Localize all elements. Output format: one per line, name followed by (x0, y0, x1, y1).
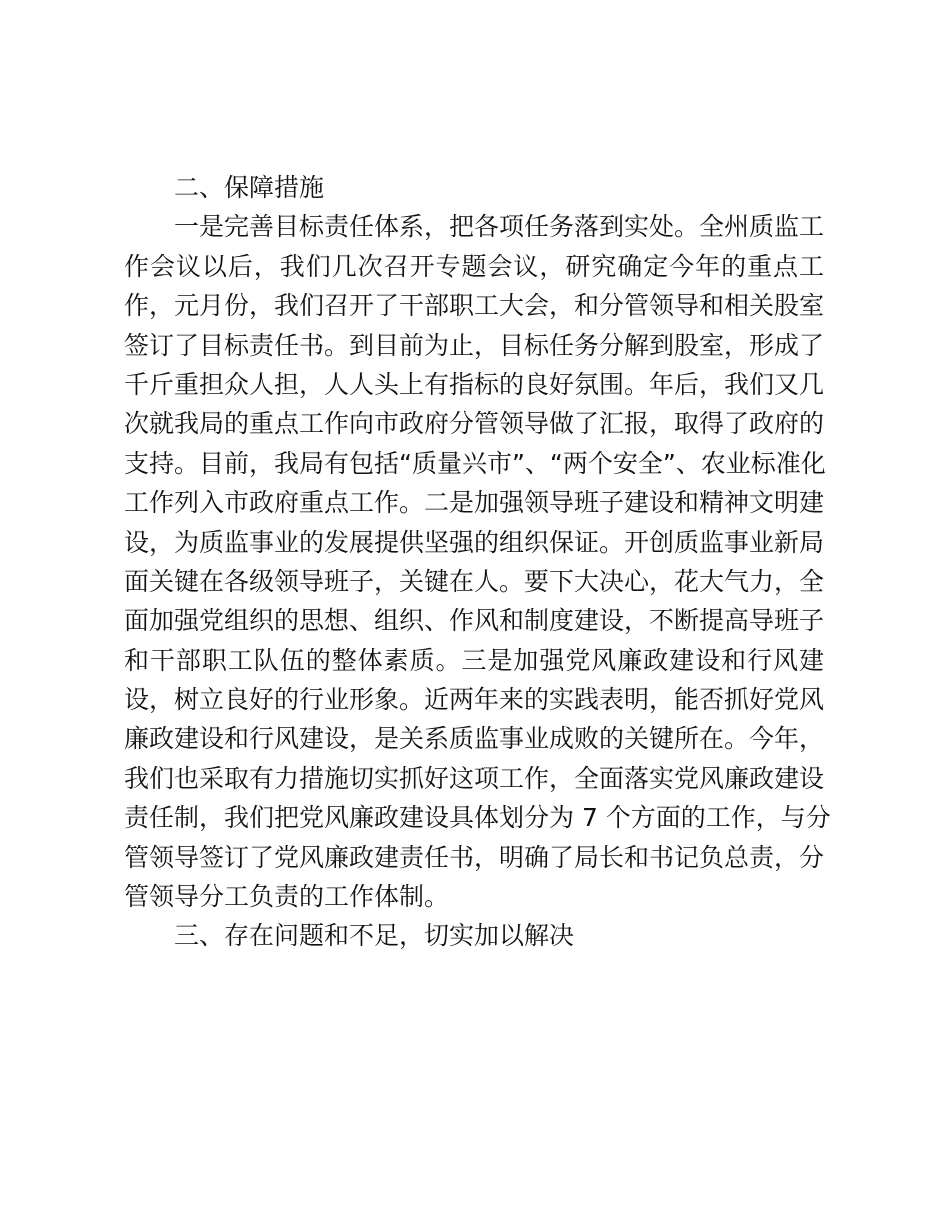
paragraph-line: 次就我局的重点工作向市政府分管领导做了汇报，取得了政府的 (124, 409, 825, 439)
paragraph-line: 设，为质监事业的发展提供坚强的组织保证。开创质监事业新局 (124, 527, 825, 557)
paragraph-line: 面加强党组织的思想、组织、作风和制度建设，不断提高导班子 (124, 606, 825, 636)
paragraph-line: 签订了目标责任书。到目前为止，目标任务分解到股室，形成了 (124, 330, 825, 360)
paragraph-line: 责任制，我们把党风廉政建设具体划分为 7 个方面的工作，与分 (124, 803, 831, 833)
paragraph-line: 管领导签订了党风廉政建责任书，明确了局长和书记负总责，分 (124, 842, 825, 872)
document-body (124, 168, 831, 956)
paragraph-line: 设，树立良好的行业形象。近两年来的实践表明，能否抓好党风 (124, 685, 825, 715)
section-heading: 三、存在问题和不足，切实加以解决 (174, 921, 575, 951)
paragraph-line: 作会议以后，我们几次召开专题会议，研究确定今年的重点工 (124, 251, 824, 281)
paragraph-line: 作，元月份，我们召开了干部职工大会，和分管领导和相关股室 (124, 291, 825, 321)
paragraph-line: 我们也采取有力措施切实抓好这项工作，全面落实党风廉政建设 (124, 763, 825, 793)
paragraph-line: 和干部职工队伍的整体素质。三是加强党风廉政建设和行风建 (124, 645, 824, 675)
paragraph-line: 廉政建设和行风建设，是关系质监事业成败的关键所在。今年， (124, 724, 825, 754)
paragraph-line: 面关键在各级领导班子，关键在人。要下大决心，花大气力，全 (124, 566, 825, 596)
paragraph-line: 千斤重担众人担，人人头上有指标的良好氛围。年后，我们又几 (124, 369, 825, 399)
paragraph-line: 支持。目前，我局有包括“质量兴市”、“两个安全”、农业标准化 (124, 448, 826, 478)
section-heading: 二、保障措施 (174, 173, 325, 202)
paragraph-line: 管领导分工负责的工作体制。 (124, 882, 450, 912)
paragraph-line: 一是完善目标责任体系，把各项任务落到实处。全州质监工 (174, 212, 825, 242)
paragraph-line: 工作列入市政府重点工作。二是加强领导班子建设和精神文明建 (124, 488, 825, 518)
